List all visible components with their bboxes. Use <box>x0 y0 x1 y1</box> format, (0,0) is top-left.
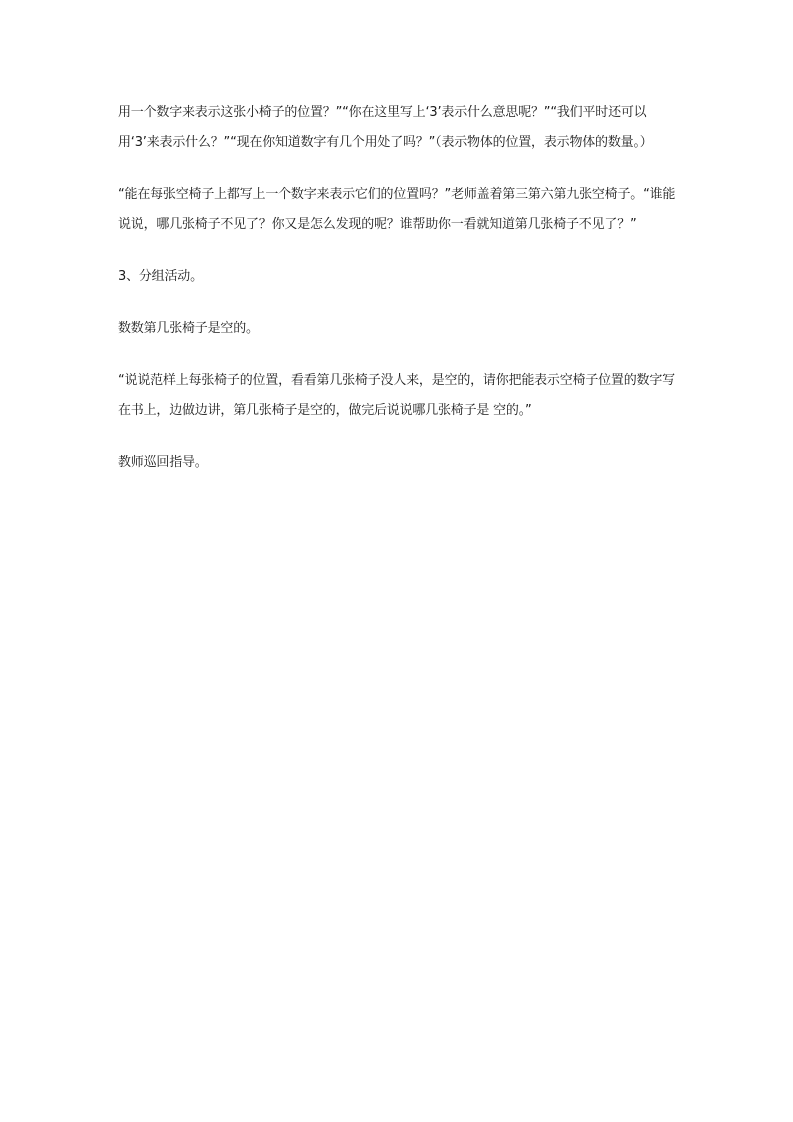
paragraph-count-empty-chairs: 数数第几张椅子是空的。 <box>118 321 259 336</box>
paragraph-teacher-guidance: 教师巡回指导。 <box>118 455 208 470</box>
paragraph-group-activity-heading: 3、分组活动。 <box>118 269 203 284</box>
document-body <box>118 98 676 500</box>
paragraph-chair-position-questions: 用一个数字来表示这张小椅子的位置？”“你在这里写上‘3’表示什么意思呢？”“我们平时还可以用‘3’来表示什么？”“现在你知道数字有几个用处了吗？”（表示物体的位置，表示物体的数量。） <box>118 105 653 150</box>
paragraph-empty-chairs-question: “能在每张空椅子上都写上一个数字来表示它们的位置吗？”老师盖着第三第六第九张空椅子。“谁能说说，哪几张椅子不见了？你又是怎么发现的呢？谁帮助你一看就知道第几张椅子不见了？” <box>118 187 676 232</box>
paragraph-activity-instructions: “说说范样上每张椅子的位置，看看第几张椅子没人来，是空的，请你把能表示空椅子位置的数字写在书上，边做边讲，第几张椅子是空的，做完后说说哪几张椅子是 空的。” <box>118 373 675 418</box>
